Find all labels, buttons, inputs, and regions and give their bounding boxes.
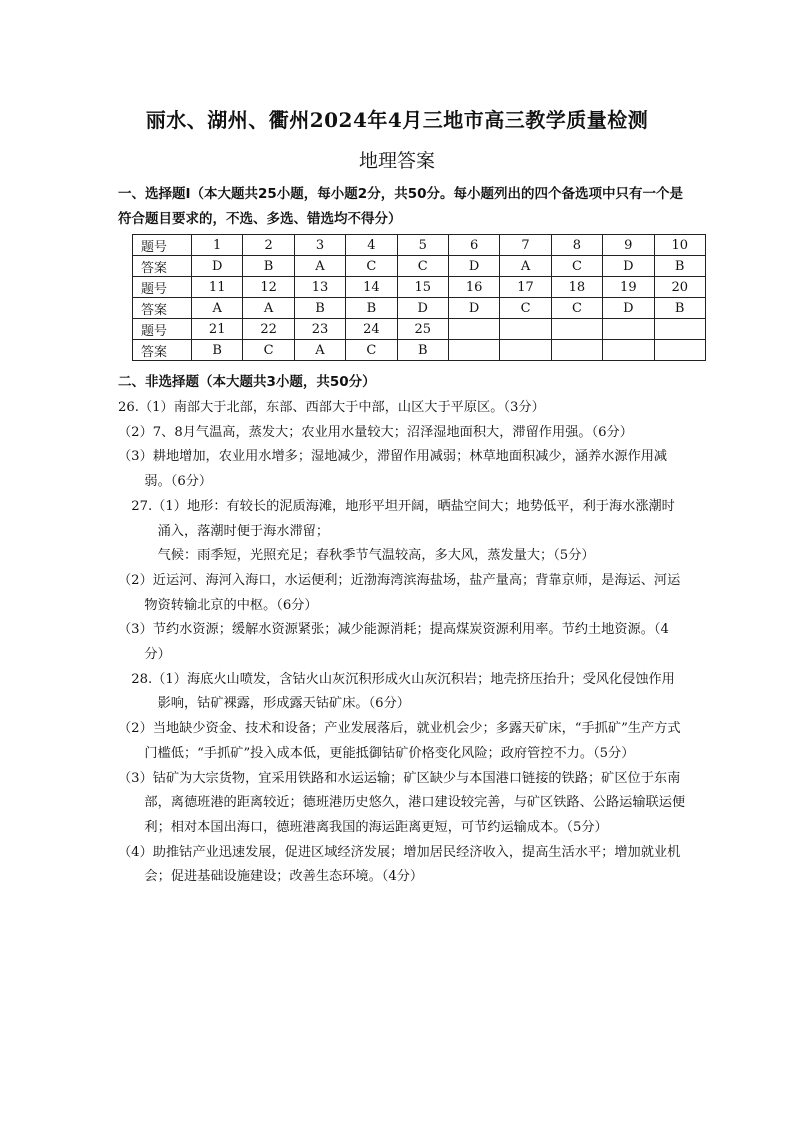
- answer-table-cell: D: [192, 256, 243, 277]
- q27-part3: （3）节约水资源；缓解水资源紧张；减少能源消耗；提高煤炭资源利用率。节约土地资源。（4分）: [118, 622, 669, 663]
- answer-table-cell: C: [243, 340, 294, 361]
- answer-table-row-label: 答案: [133, 340, 192, 361]
- answer-table-cell: 1: [192, 235, 243, 256]
- answer-table-cell: A: [500, 256, 551, 277]
- answer-table-cell: 23: [294, 319, 345, 340]
- answer-table-cell: 21: [192, 319, 243, 340]
- answer-table-cell: C: [551, 298, 602, 319]
- answer-table-cell: D: [397, 298, 448, 319]
- answer-table-cell: 20: [654, 277, 705, 298]
- answer-table-cell: 12: [243, 277, 294, 298]
- answer-table-cell: B: [243, 256, 294, 277]
- answer-table-cell: 25: [397, 319, 448, 340]
- answer-table-row: [133, 319, 706, 340]
- answer-table-row: [133, 340, 706, 361]
- q27-part1: 27.（1）地形：有较长的泥质海滩，地形平坦开阔，晒盐空间大；地势低平，利于海水涨潮时涌入，落潮时便于海水滞留；: [131, 498, 675, 539]
- answer-table-cell: B: [192, 340, 243, 361]
- q27-part2: （2）近运河、海河入海口，水运便利；近渤海湾滨海盐场，盐产量高；背靠京师，是海运、河运物资转输北京的中枢。（6分）: [118, 572, 681, 613]
- answer-table-cell: D: [448, 256, 499, 277]
- answer-table-cell: 6: [448, 235, 499, 256]
- answer-table-row: [133, 256, 706, 277]
- q26-part3: （3）耕地增加，农业用水增多；湿地减少，滞留作用减弱；林草地面积减少，涵养水源作用减弱。（6分）: [118, 449, 668, 490]
- answer-table-cell: 18: [551, 277, 602, 298]
- document-title: 丽水、湖州、衢州2024年4月三地市高三教学质量检测: [145, 108, 649, 132]
- q28-part2: （2）当地缺少资金、技术和设备；产业发展落后，就业机会少；多露天矿床，“手抓矿”生产方式门槛低；“手抓矿”投入成本低，更能抵御钴矿价格变化风险；政府管控不力。（5分）: [118, 721, 681, 761]
- answer-table-cell: C: [346, 340, 397, 361]
- answer-table-row-label: 题号: [133, 277, 192, 298]
- answer-table-cell: [551, 319, 602, 340]
- answer-table-cell: C: [397, 256, 448, 277]
- answer-table-cell: 9: [603, 235, 654, 256]
- answer-table-row-label: 题号: [133, 319, 192, 340]
- answer-table-row: [133, 277, 706, 298]
- answer-table-cell: 15: [397, 277, 448, 298]
- answer-table-cell: B: [654, 256, 705, 277]
- answer-table-cell: [448, 340, 499, 361]
- answer-table-cell: D: [603, 298, 654, 319]
- answer-table-cell: 10: [654, 235, 705, 256]
- answer-table: [132, 234, 706, 361]
- answer-table-cell: [500, 319, 551, 340]
- answer-table-cell: 7: [500, 235, 551, 256]
- q28-part1: 28.（1）海底火山喷发，含钴火山灰沉积形成火山灰沉积岩；地壳挤压抬升；受风化侵蚀作用影响，钴矿裸露，形成露天钴矿床。（6分）: [131, 671, 675, 712]
- answer-table-row-label: 答案: [133, 298, 192, 319]
- section2-answers: [118, 396, 688, 890]
- answer-table-cell: B: [346, 298, 397, 319]
- answer-table-cell: [654, 340, 705, 361]
- answer-table-row: [133, 298, 706, 319]
- answer-table-cell: D: [603, 256, 654, 277]
- answer-table-cell: 16: [448, 277, 499, 298]
- answer-table-cell: [603, 319, 654, 340]
- answer-table-row-label: 答案: [133, 256, 192, 277]
- answer-table-cell: [654, 319, 705, 340]
- answer-table-cell: 8: [551, 235, 602, 256]
- section2-heading: 二、非选择题（本大题共3小题，共50分）: [118, 374, 376, 390]
- answer-table-row: [133, 235, 706, 256]
- q28-part3: （3）钴矿为大宗货物，宜采用铁路和水运运输；矿区缺少与本国港口链接的铁路；矿区位于东南部，离德班港的距离较近；德班港历史悠久，港口建设较完善，与矿区铁路、公路运输联运便利；相对本国出海口，德班港离我国的海运距离更短，可节约运输成本。（5分）: [118, 770, 686, 835]
- answer-table-cell: B: [294, 298, 345, 319]
- q26-part2: （2）7、8月气温高，蒸发大；农业用水量较大；沼泽湿地面积大，滞留作用强。（6分）: [118, 424, 633, 440]
- answer-table-cell: D: [448, 298, 499, 319]
- q27-part1-climate: 气候：雨季短，光照充足；春秋季节气温较高，多大风，蒸发量大；（5分）: [157, 548, 595, 564]
- answer-table-cell: [603, 340, 654, 361]
- document-subtitle: 地理答案: [358, 150, 435, 172]
- answer-table-cell: 17: [500, 277, 551, 298]
- answer-table-cell: 3: [294, 235, 345, 256]
- answer-table-cell: [448, 319, 499, 340]
- answer-table-cell: 11: [192, 277, 243, 298]
- answer-table-cell: [500, 340, 551, 361]
- answer-table-cell: 13: [294, 277, 345, 298]
- q26-part1: 26.（1）南部大于北部，东部、西部大于中部，山区大于平原区。（3分）: [118, 400, 545, 415]
- answer-table-cell: 5: [397, 235, 448, 256]
- answer-table-cell: 19: [603, 277, 654, 298]
- answer-table-cell: 4: [346, 235, 397, 256]
- answer-table-row-label: 题号: [133, 235, 192, 256]
- answer-table-cell: C: [500, 298, 551, 319]
- answer-table-cell: A: [294, 340, 345, 361]
- answer-table-cell: 24: [346, 319, 397, 340]
- answer-table-cell: B: [397, 340, 448, 361]
- answer-table-cell: C: [551, 256, 602, 277]
- answer-table-cell: 22: [243, 319, 294, 340]
- answer-table-cell: A: [243, 298, 294, 319]
- answer-table-cell: A: [294, 256, 345, 277]
- section1-heading: 一、选择题Ⅰ（本大题共25小题，每小题2分，共50分。每小题列出的四个备选项中只有一个是符合题目要求的，不选、多选、错选均不得分）: [118, 186, 683, 227]
- answer-table-cell: A: [192, 298, 243, 319]
- q28-part4: （4）助推钴产业迅速发展，促进区域经济发展；增加居民经济收入，提高生活水平；增加就业机会；促进基础设施建设；改善生态环境。（4分）: [118, 844, 681, 885]
- answer-table-cell: 14: [346, 277, 397, 298]
- answer-table-cell: B: [654, 298, 705, 319]
- answer-table-cell: 2: [243, 235, 294, 256]
- answer-table-cell: [551, 340, 602, 361]
- answer-table-cell: C: [346, 256, 397, 277]
